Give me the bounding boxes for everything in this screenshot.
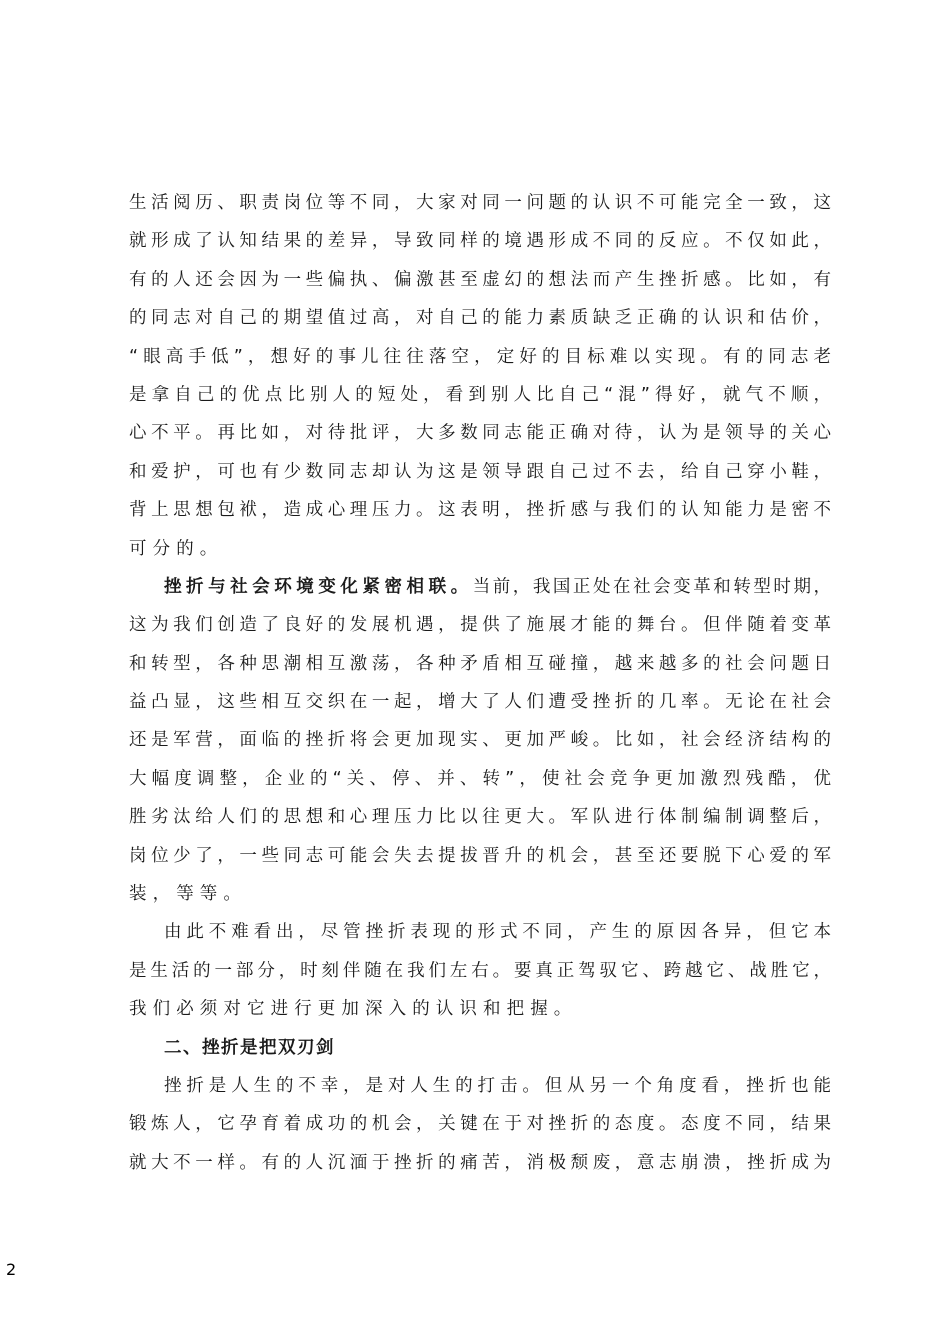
text-line: 岗位少了，一些同志可能会失去提拔晋升的机会，甚至还要脱下心爱的军 (129, 845, 831, 866)
paragraph-lead-bold: 挫折与社会环境变化紧密相联。 (164, 576, 473, 597)
text-line: 锻炼人，它孕育着成功的机会，关键在于对挫折的态度。态度不同，结果 (129, 1114, 831, 1135)
paragraph-cognition (129, 184, 831, 568)
text-line: 还是军营，面临的挫折将会更加现实、更加严峻。比如，社会经济结构的 (129, 730, 831, 751)
text-line: 装，等等。 (129, 884, 247, 905)
text-line: 就形成了认知结果的差异，导致同样的境遇形成不同的反应。不仅如此， (129, 231, 831, 252)
text-line: 益凸显，这些相互交织在一起，增大了人们遭受挫折的几率。无论在社会 (129, 692, 831, 713)
text-line: 挫折是人生的不幸，是对人生的打击。但从另一个角度看，挫折也能 (164, 1075, 831, 1096)
text-line: 的同志对自己的期望值过高，对自己的能力素质缺乏正确的认识和估价， (129, 308, 831, 329)
text-line: 这为我们创造了良好的发展机遇，提供了施展才能的舞台。但伴随着变革 (129, 615, 831, 636)
text-line: 生活阅历、职责岗位等不同，大家对同一问题的认识不可能完全一致，这 (129, 193, 831, 213)
document-body (129, 184, 831, 1182)
text-line (129, 568, 831, 606)
text-line: 心不平。再比如，对待批评，大多数同志能正确对待，认为是领导的关心 (129, 423, 831, 444)
text-line: 和转型，各种思潮相互激荡，各种矛盾相互碰撞，越来越多的社会问题日 (129, 653, 831, 674)
text-line: “眼高手低”，想好的事儿往往落空，定好的目标难以实现。有的同志老 (129, 346, 831, 367)
page-number: 2 (6, 1260, 17, 1279)
text-span: 当前，我国正处在社会变革和转型时期， (472, 576, 832, 597)
text-line: 我们必须对它进行更加深入的认识和把握。 (129, 999, 578, 1020)
text-line: 有的人还会因为一些偏执、偏激甚至虚幻的想法而产生挫折感。比如，有 (129, 269, 831, 290)
text-line: 胜劣汰给人们的思想和心理压力比以往更大。军队进行体制编制调整后， (129, 807, 831, 828)
text-line: 大幅度调整，企业的“关、停、并、转”，使社会竞争更加激烈残酷，优 (129, 768, 831, 789)
text-line: 和爱护，可也有少数同志却认为这是领导跟自己过不去，给自己穿小鞋， (129, 461, 831, 482)
paragraph-conclusion (129, 913, 831, 1028)
section-heading: 二、挫折是把双刃剑 (164, 1037, 335, 1058)
text-line: 是生活的一部分，时刻伴随在我们左右。要真正驾驭它、跨越它、战胜它， (129, 960, 831, 981)
text-line: 可分的。 (129, 538, 224, 559)
text-line: 背上思想包袱，造成心理压力。这表明，挫折感与我们的认知能力是密不 (129, 500, 831, 521)
text-line: 由此不难看出，尽管挫折表现的形式不同，产生的原因各异，但它本 (164, 922, 831, 943)
text-line: 就大不一样。有的人沉湎于挫折的痛苦，消极颓废，意志崩溃，挫折成为 (129, 1152, 831, 1173)
text-line: 是拿自己的优点比别人的短处，看到别人比自己“混”得好，就气不顺， (129, 384, 831, 405)
paragraph-social-environment (129, 568, 831, 914)
paragraph-double-edged-sword (129, 1067, 831, 1182)
